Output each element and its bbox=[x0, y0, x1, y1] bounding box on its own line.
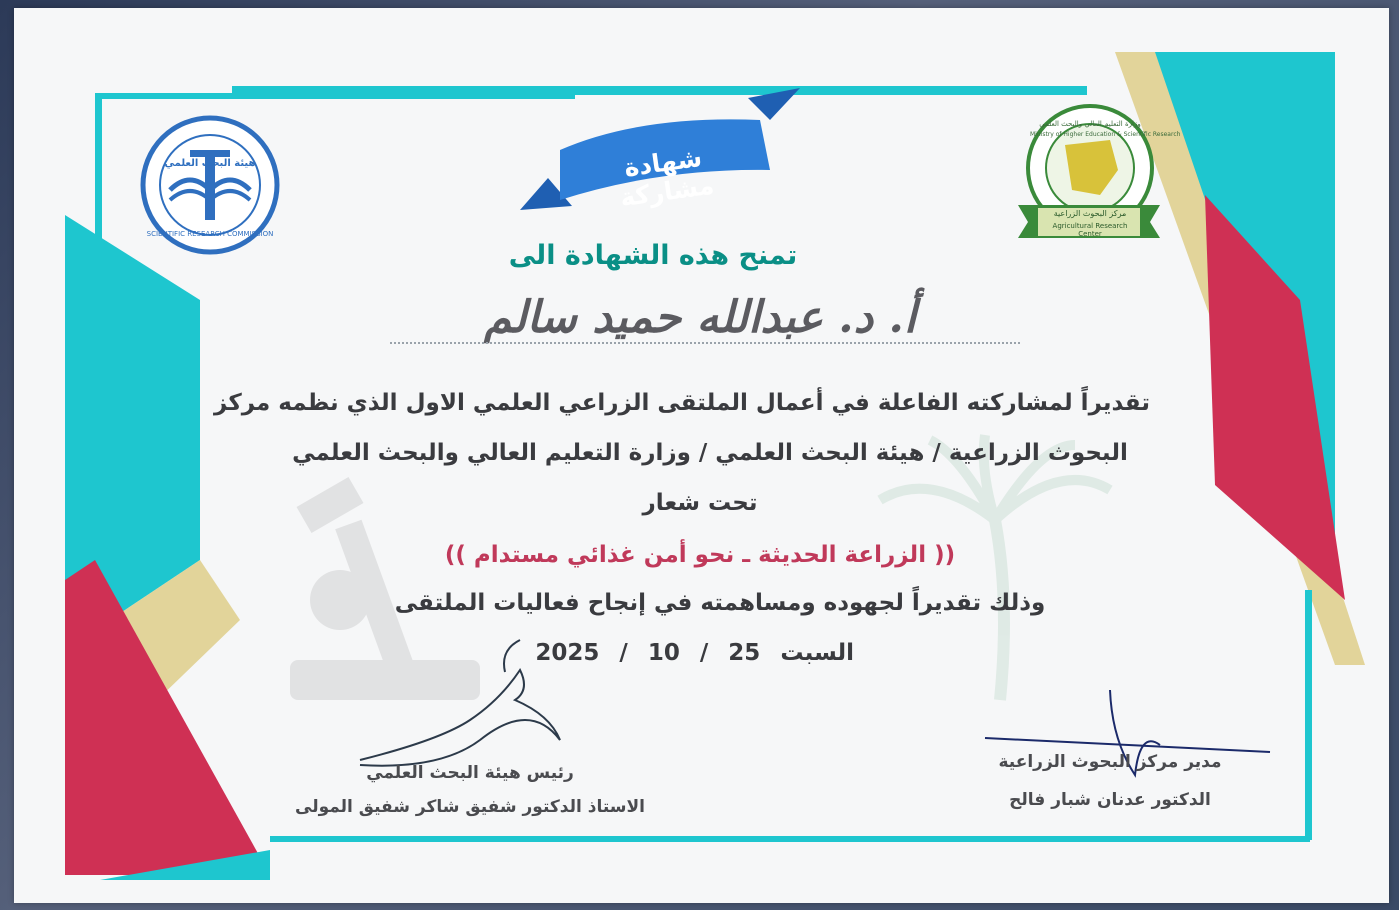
grant-line: تمنح هذه الشهادة الى bbox=[508, 240, 798, 271]
name-dotted-line bbox=[390, 342, 1020, 344]
right-logo-english-top: Ministry of Higher Education & Scientific Research bbox=[1030, 131, 1181, 138]
recipient-name: أ. د. عبدالله حميد سالم bbox=[483, 292, 917, 343]
right-logo-english-bottom: Agricultural Research Center bbox=[1052, 222, 1128, 238]
date-separator: / bbox=[619, 640, 628, 666]
body-line-1: تقديراً لمشاركته الفاعلة في أعمال الملتقى الزراعي العلمي الاول الذي نظمه مركز bbox=[214, 390, 1150, 416]
right-logo-arabic-bottom: مركز البحوث الزراعية bbox=[1053, 209, 1127, 218]
body-line-3: تحت شعار bbox=[642, 490, 758, 516]
date-row bbox=[535, 640, 860, 666]
right-signatory-name: الدكتور عدنان شبار فالح bbox=[1009, 790, 1211, 810]
date-year: 2025 bbox=[535, 640, 600, 666]
certificate-title: شهادة مشاركة bbox=[618, 142, 716, 213]
left-signatory-name: الاستاذ الدكتور شفيق شاكر شفيق المولى bbox=[295, 797, 645, 817]
body-line-2: البحوث الزراعية / هيئة البحث العلمي / وزارة التعليم العالي والبحث العلمي bbox=[292, 440, 1128, 466]
date-day-name: السبت bbox=[780, 640, 854, 666]
left-logo-english: SCIENTIFIC RESEARCH COMMISSION bbox=[146, 230, 274, 238]
body-line-5: وذلك تقديراً لجهوده ومساهمته في إنجاح فعاليات الملتقى bbox=[394, 590, 1046, 616]
right-logo-arabic-top: وزارة التعليم العالي والبحث العلمي bbox=[1039, 120, 1141, 128]
slogan: (( الزراعة الحديثة ـ نحو أمن غذائي مستدام )) bbox=[444, 542, 956, 568]
right-signatory-title: مدير مركز البحوث الزراعية bbox=[998, 752, 1222, 772]
date-day: 25 bbox=[728, 640, 761, 666]
date-separator: / bbox=[699, 640, 709, 666]
left-logo-arabic: هيئة البحث العلمي bbox=[164, 158, 256, 169]
left-signatory-title: رئيس هيئة البحث العلمي bbox=[366, 763, 574, 783]
date-month: 10 bbox=[647, 640, 680, 666]
